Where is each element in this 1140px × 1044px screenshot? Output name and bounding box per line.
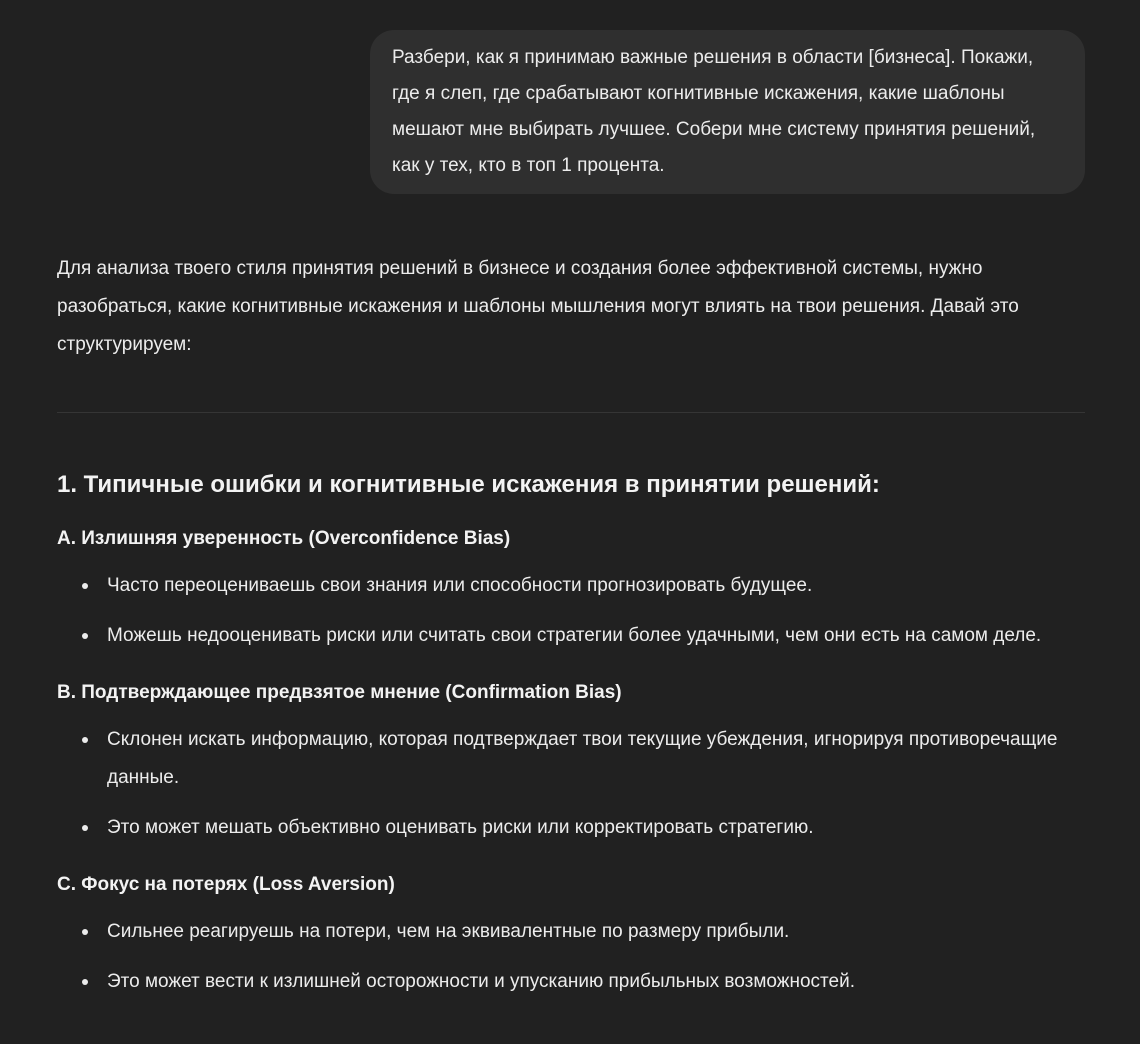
bullet-list-b: [57, 721, 1085, 847]
assistant-intro-text: Для анализа твоего стиля принятия решений в бизнесе и создания более эффективной системы, нужно разобраться, какие когнитивные искажения и шаблоны мышления могут влиять на твои решения. Давай это структурируем:: [57, 258, 1019, 355]
subsection-heading-c: C. Фокус на потерях (Loss Aversion): [57, 874, 395, 895]
section-divider: [57, 412, 1085, 413]
bullet-list-a: [57, 567, 1085, 655]
bullet-item: Можешь недооценивать риски или считать свои стратегии более удачными, чем они есть на самом деле.: [57, 617, 1085, 655]
bullet-item: Это может мешать объективно оценивать риски или корректировать стратегию.: [57, 809, 1085, 847]
bullet-item: Склонен искать информацию, которая подтверждает твои текущие убеждения, игнорируя противоречащие данные.: [57, 721, 1085, 797]
user-message-bubble: [370, 30, 1085, 194]
section-heading: 1. Типичные ошибки и когнитивные искажения в принятии решений:: [57, 471, 880, 498]
bullet-item: Это может вести к излишней осторожности и упусканию прибыльных возможностей.: [57, 963, 1085, 1001]
user-message-row: [57, 0, 1085, 194]
bullet-list-c: [57, 913, 1085, 1001]
bullet-item: Часто переоцениваешь свои знания или способности прогнозировать будущее.: [57, 567, 1085, 605]
assistant-message: [57, 250, 1085, 1001]
bullet-item: Сильнее реагируешь на потери, чем на эквивалентные по размеру прибыли.: [57, 913, 1085, 951]
subsection-heading-b: B. Подтверждающее предвзятое мнение (Confirmation Bias): [57, 682, 622, 703]
user-message-text: Разбери, как я принимаю важные решения в области [бизнеса]. Покажи, где я слеп, где срабатывают когнитивные искажения, какие шаблоны мешают мне выбирать лучшее. Собери мне систему принятия решений, как у тех, кто в топ 1 процента.: [392, 47, 1036, 176]
subsection-heading-a: A. Излишняя уверенность (Overconfidence Bias): [57, 528, 511, 549]
